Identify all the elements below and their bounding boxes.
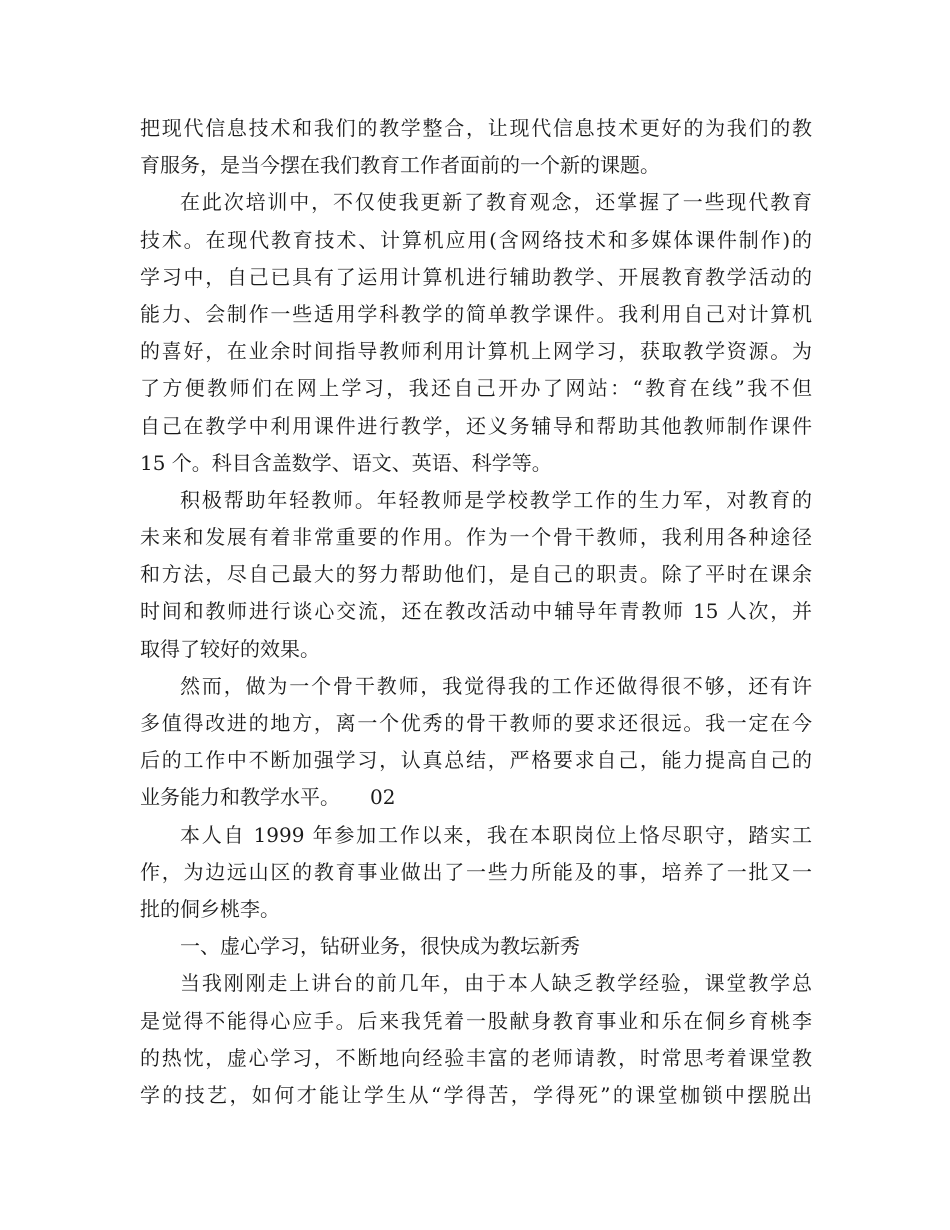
text-line: 多值得改进的地方，离一个优秀的骨干教师的要求还很远。我一定在今 [140,711,812,735]
text-line: 能力、会制作一些适用学科教学的简单教学课件。我利用自己对计算机 [140,301,812,326]
text-line: 业务能力和教学水平。 02 [140,785,396,810]
text-line: 作，为边远山区的教育事业做出了一些力所能及的事，培养了一批又一 [140,859,812,884]
text-line: 学习中，自己已具有了运用计算机进行辅助教学、开展教育教学活动的 [140,264,812,289]
text-line: 把现代信息技术和我们的教学整合，让现代信息技术更好的为我们的教 [140,116,812,140]
text-line: 后的工作中不断加强学习，认真总结，严格要求自己，能力提高自己的 [140,748,812,773]
text-line: 当我刚刚走上讲台的前几年，由于本人缺乏教学经验，课堂教学总 [180,971,812,996]
text-line: 在此次培训中，不仅使我更新了教育观念，还掌握了一些现代教育 [180,190,812,215]
text-line: 取得了较好的效果。 [140,636,320,661]
text-line: 未来和发展有着非常重要的作用。作为一个骨干教师，我利用各种途径 [140,525,812,550]
text-line: 积极帮助年轻教师。年轻教师是学校教学工作的生力军，对教育的 [180,487,812,512]
text-line: 一、虚心学习，钻研业务，很快成为教坛新秀 [180,934,580,959]
text-line: 时间和教师进行谈心交流，还在教改活动中辅导年青教师 15 人次，并 [140,599,812,624]
text-line: 的喜好，在业余时间指导教师利用计算机上网学习，获取教学资源。为 [140,339,812,364]
text-line: 15 个。科目含盖数学、语文、英语、科学等。 [140,450,552,475]
text-line: 了方便教师们在网上学习，我还自己开办了网站：“教育在线”我不但 [140,376,812,401]
text-line: 技术。在现代教育技术、计算机应用(含网络技术和多媒体课件制作)的 [140,227,812,252]
text-line: 本人自 1999 年参加工作以来，我在本职岗位上恪尽职守，踏实工 [180,822,812,847]
text-line: 批的侗乡桃李。 [140,896,280,921]
text-line: 学的技艺，如何才能让学生从“学得苦，学得死”的课堂枷锁中摆脱出 [140,1082,812,1107]
text-line: 然而，做为一个骨干教师，我觉得我的工作还做得很不够，还有许 [180,673,812,698]
document-body [140,110,812,1114]
text-line: 育服务，是当今摆在我们教育工作者面前的一个新的课题。 [140,153,660,178]
text-line: 的热忱，虚心学习，不断地向经验丰富的老师请教，时常思考着课堂教 [140,1045,812,1070]
text-line: 自己在教学中利用课件进行教学，还义务辅导和帮助其他教师制作课件 [140,413,812,438]
text-line: 和方法，尽自己最大的努力帮助他们，是自己的职责。除了平时在课余 [140,562,812,587]
text-line: 是觉得不能得心应手。后来我凭着一股献身教育事业和乐在侗乡育桃李 [140,1008,812,1033]
